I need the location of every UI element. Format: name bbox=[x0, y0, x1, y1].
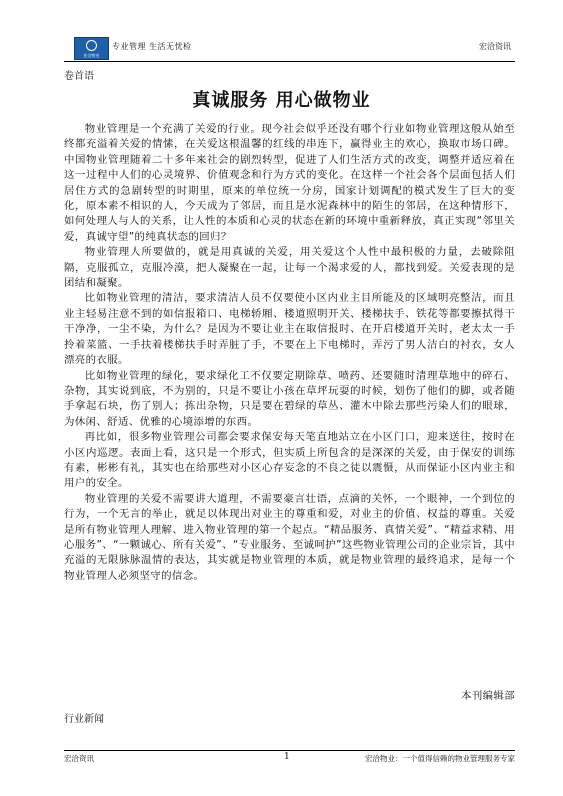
paragraph: 再比如，很多物业管理公司都会要求保安每天笔直地站立在小区门口，迎来送往，按时在小区内巡逻。表面上看，这只是一个形式，但实质上所包含的是深深的关爱，由于保安的训练有素，彬彬有礼，其实也在给那些对小区心存妄念的不良之徒以震慑，从而保证小区内业主和用户的安全。 bbox=[64, 431, 515, 490]
article-signature: 本刊编辑部 bbox=[461, 690, 515, 702]
next-section-label: 行业新闻 bbox=[64, 714, 104, 725]
company-logo bbox=[74, 37, 109, 60]
paragraph: 物业管理人所要做的，就是用真诚的关爱，用关爱这个人性中最积极的力量，去破除阻隔，克服孤立，克服冷漠，把人凝聚在一起，让每一个渴求爱的人，都找到爱。关爱表现的是团结和凝聚。 bbox=[64, 246, 515, 290]
footer-slogan: 宏洽物业：一个值得信赖的物业管理服务专家 bbox=[365, 754, 515, 763]
article-body bbox=[64, 122, 515, 584]
header-publication: 宏洽资讯 bbox=[479, 42, 511, 51]
logo-text: 宏洽物业 bbox=[83, 53, 100, 58]
logo-emblem-icon bbox=[86, 40, 97, 51]
paragraph: 物业管理是一个充满了关爱的行业。现今社会似乎还没有哪个行业如物业管理这般从始至终都充溢着关爱的情愫，在关爱这根温馨的红线的串连下，赢得业主的欢心，换取市场口碑。中国物业管理随着二十多年来社会的剧烈转型，促进了人们生活方式的改变，调整并适应着在这一过程中人们的心灵境界、价值观念和行为方式的变化。在这样一个社会各个层面包括人们居住方式的急剧转型的时期里，原来的单位统一分房，国家计划调配的模式发生了巨大的变化，原本素不相识的人，今天成为了邻居，而且是水泥森林中的陌生的邻居，在这种情形下，如何处理人与人的关系，让人性的本质和心灵的状态在新的环境中重新释放，真正实现“邻里关爱，真诚守望”的纯真状态的回归？ bbox=[64, 123, 515, 243]
paragraph: 比如物业管理的绿化，要求绿化工不仅要定期除草、喷药、还要随时清理草地中的碎石、杂物，其实说到底，不为别的，只是不要让小孩在草坪玩耍的时候，划伤了他们的脚，或者随手拿起石块，伤了别人；拣出杂物，只是要在碧绿的草丛、灌木中除去那些污染人们的眼球，为休闲、舒适、优雅的心境添增的东西。 bbox=[64, 369, 515, 428]
header-divider bbox=[64, 61, 515, 62]
header-tagline: 专业管理 生活无忧检 bbox=[112, 42, 192, 51]
section-label: 卷首语 bbox=[64, 71, 94, 82]
paragraph: 比如物业管理的清洁，要求清洁人员不仅要使小区内业主目所能及的区域明亮整洁，而且业主轻易注意不到的如信报箱口、电梯轿厢、楼道照明开关、楼梯扶手、铁花等都要擦拭得干干净净，一尘不染，为什么？是因为不要让业主在取信报时、在开启楼道开关时，老太太一手拎着菜篮、一手扶着楼梯扶手时弄脏了手，不要在上下电梯时，弄污了男人洁白的衬衣，女人漂亮的衣服。 bbox=[64, 292, 515, 367]
article-title: 真诚服务 用心做物业 bbox=[192, 90, 371, 111]
footer-divider bbox=[64, 750, 515, 751]
footer-publication: 宏洽资讯 bbox=[64, 754, 94, 763]
page-number: 1 bbox=[284, 752, 290, 762]
page-header bbox=[64, 35, 515, 60]
paragraph: 物业管理的关爱不需要讲大道理，不需要豪言壮语，点滴的关怀，一个眼神，一个到位的行为，一个无言的举止，就足以体现出对业主的尊重和爱，对业主的价值、权益的尊重。关爱是所有物业管理人理解、进入物业管理的第一个起点。“精品服务、真情关爱”、“精益求精、用心服务”、“一颗诚心、所有关爱”、“专业服务、至诚呵护”这些物业管理公司的企业宗旨，其中充溢的无限脉脉温情的表达，其实就是物业管理的本质，就是物业管理的最终追求，是每一个物业管理人必须坚守的信念。 bbox=[64, 492, 515, 582]
